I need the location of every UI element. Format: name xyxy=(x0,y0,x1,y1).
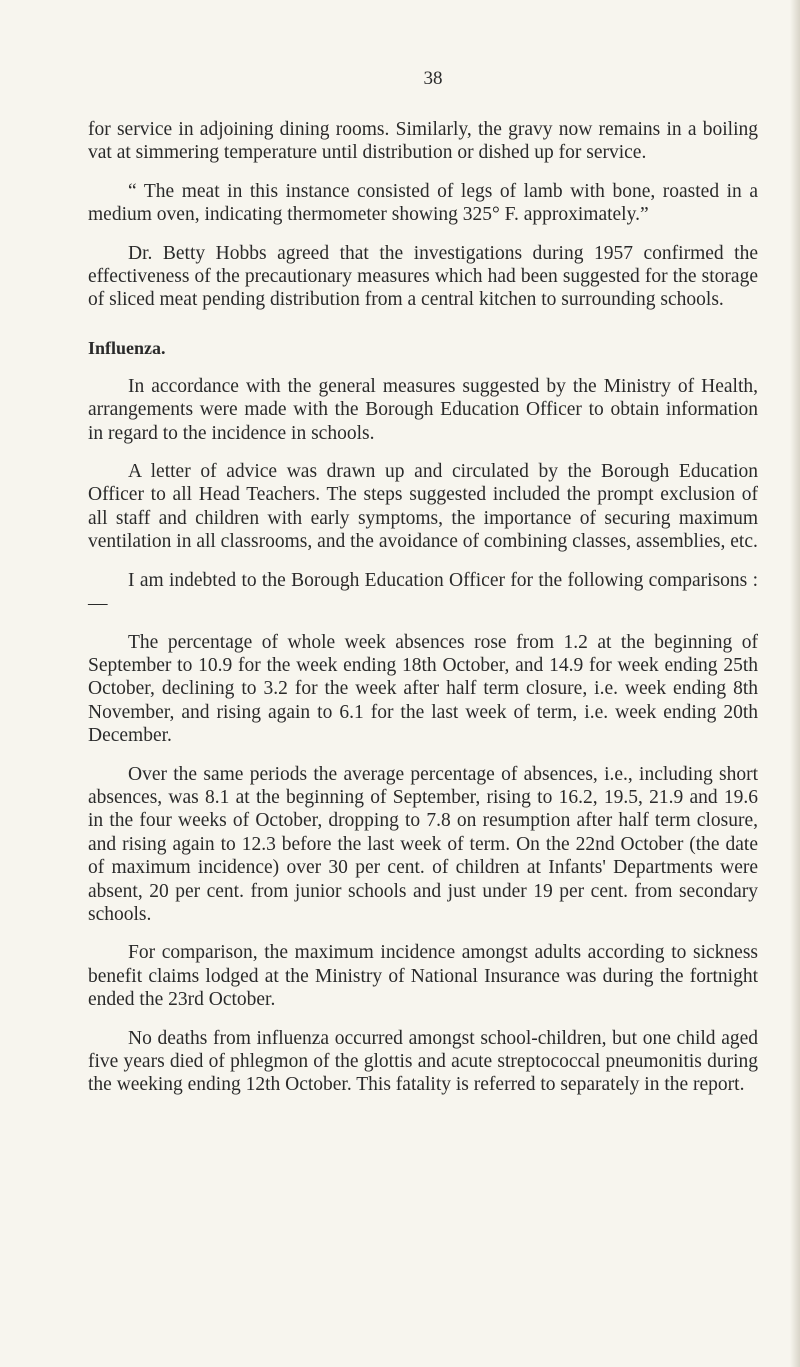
page-number: 38 xyxy=(423,68,443,89)
paragraph-deaths: No deaths from influenza occurred amongst school-children, but one child aged five years died of phlegmon of the glottis and acute streptococcal pneumonitis during the weeking ending 12th October. This fatality is referred to separately in the report. xyxy=(88,1027,758,1096)
paragraph-letter-of-advice: A letter of advice was drawn up and circulated by the Borough Education Officer to all Head Teachers. The steps suggested included the prompt exclusion of all staff and children with early symptoms, the importance of securing maximum ventilation in all classrooms, and the avoidance of combining classes, assemblies, etc. xyxy=(88,461,758,553)
section-heading-influenza: Influenza. xyxy=(88,337,166,358)
document-page xyxy=(88,68,758,1112)
page-edge xyxy=(790,0,800,1367)
paragraph-adult-comparison: For comparison, the maximum incidence amongst adults according to sickness benefit claims lodged at the Ministry of National Insurance was during the fortnight ended the 23rd October. xyxy=(88,942,758,1011)
paragraph-ministry-measures: In accordance with the general measures suggested by the Ministry of Health, arrangements were made with the Borough Education Officer to obtain information in regard to the incidence in schools. xyxy=(88,375,758,444)
paragraph-comparisons-intro: I am indebted to the Borough Education Officer for the following comparisons :— xyxy=(88,569,758,615)
paragraph-whole-week-absences: The percentage of whole week absences rose from 1.2 at the beginning of September to 10.9 for the week ending 18th October, and 14.9 for week ending 25th October, declining to 3.2 for the week after half term closure, i.e. week ending 8th November, and rising again to 6.1 for the last week of term, i.e. week ending 20th December. xyxy=(88,631,758,747)
paragraph-average-absences: Over the same periods the average percentage of absences, i.e., including short absences, was 8.1 at the beginning of September, rising to 16.2, 19.5, 21.9 and 19.6 in the four weeks of October, dropping to 7.8 on resumption after half term closure, and rising again to 12.3 before the last week of term. On the 22nd October (the date of maximum incidence) over 30 per cent. of children at Infants' Departments were absent, 20 per cent. from junior schools and just under 19 per cent. from secondary schools. xyxy=(88,763,758,925)
paragraph-quote-meat: “ The meat in this instance consisted of legs of lamb with bone, roasted in a medium oven, indicating thermometer showing 325° F. approximately.” xyxy=(88,180,758,226)
paragraph-continuation: for service in adjoining dining rooms. Similarly, the gravy now remains in a boiling vat at simmering temperature until distribution or dished up for service. xyxy=(88,119,758,164)
paragraph-hobbs: Dr. Betty Hobbs agreed that the investigations during 1957 confirmed the effectiveness of the precautionary measures which had been suggested for the storage of sliced meat pending distribution from a central kitchen to surrounding schools. xyxy=(88,242,758,311)
